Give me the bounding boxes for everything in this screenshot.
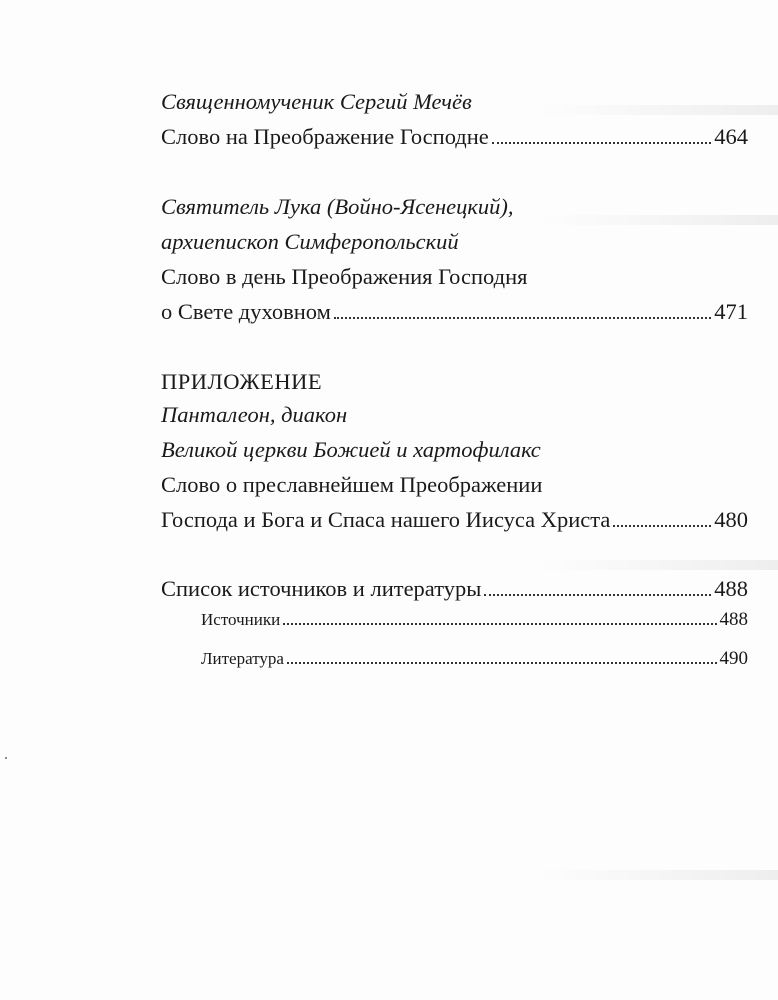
- author-text: Святитель Лука (Войно-Ясенецкий),: [161, 194, 514, 219]
- paper-speck: [5, 757, 7, 759]
- author-text: архиепископ Симферопольский: [161, 229, 459, 254]
- dot-leader: [283, 623, 716, 625]
- entry-title: Список источников и литературы: [161, 576, 482, 601]
- toc-entry[interactable]: [161, 575, 748, 603]
- show-through: [538, 870, 778, 880]
- page-number: 488: [719, 609, 748, 630]
- subentry-title: Источники: [201, 610, 281, 629]
- page-number: 464: [714, 124, 748, 149]
- toc-author: [161, 193, 748, 221]
- toc-author: [161, 228, 748, 256]
- subentry-title: Литература: [201, 649, 284, 668]
- author-text: Великой церкви Божией и хартофилакс: [161, 437, 541, 462]
- author-text: Панталеон, диакон: [161, 402, 348, 427]
- dot-leader: [334, 317, 711, 319]
- dot-leader: [492, 142, 711, 144]
- toc-subentry[interactable]: [201, 648, 748, 670]
- toc-entry[interactable]: [161, 298, 748, 326]
- entry-title: о Свете духовном: [161, 299, 331, 324]
- toc-subentry[interactable]: [201, 609, 748, 631]
- toc-entry[interactable]: [161, 506, 748, 534]
- toc-title-line: [161, 471, 748, 499]
- author-text: Священномученик Сергий Мечёв: [161, 89, 472, 114]
- toc-author: [161, 88, 748, 116]
- entry-title: Слово на Преображение Господне: [161, 124, 489, 149]
- dot-leader: [613, 525, 711, 527]
- toc-title-line: [161, 263, 748, 291]
- heading-text: ПРИЛОЖЕНИЕ: [161, 369, 323, 394]
- dot-leader: [287, 662, 717, 664]
- page-number: 490: [719, 648, 748, 669]
- dot-leader: [484, 594, 711, 596]
- toc-entry[interactable]: [161, 123, 748, 151]
- page-number: 480: [714, 507, 748, 532]
- entry-title: Слово о преславнейшем Преображении: [161, 472, 543, 497]
- toc-author: [161, 436, 748, 464]
- page-number: 488: [714, 576, 748, 601]
- entry-title: Господа и Бога и Спаса нашего Иисуса Христа: [161, 507, 611, 532]
- show-through: [538, 560, 778, 570]
- toc-author: [161, 401, 748, 429]
- page-number: 471: [714, 299, 748, 324]
- entry-title: Слово в день Преображения Господня: [161, 264, 528, 289]
- appendix-heading: [161, 368, 748, 396]
